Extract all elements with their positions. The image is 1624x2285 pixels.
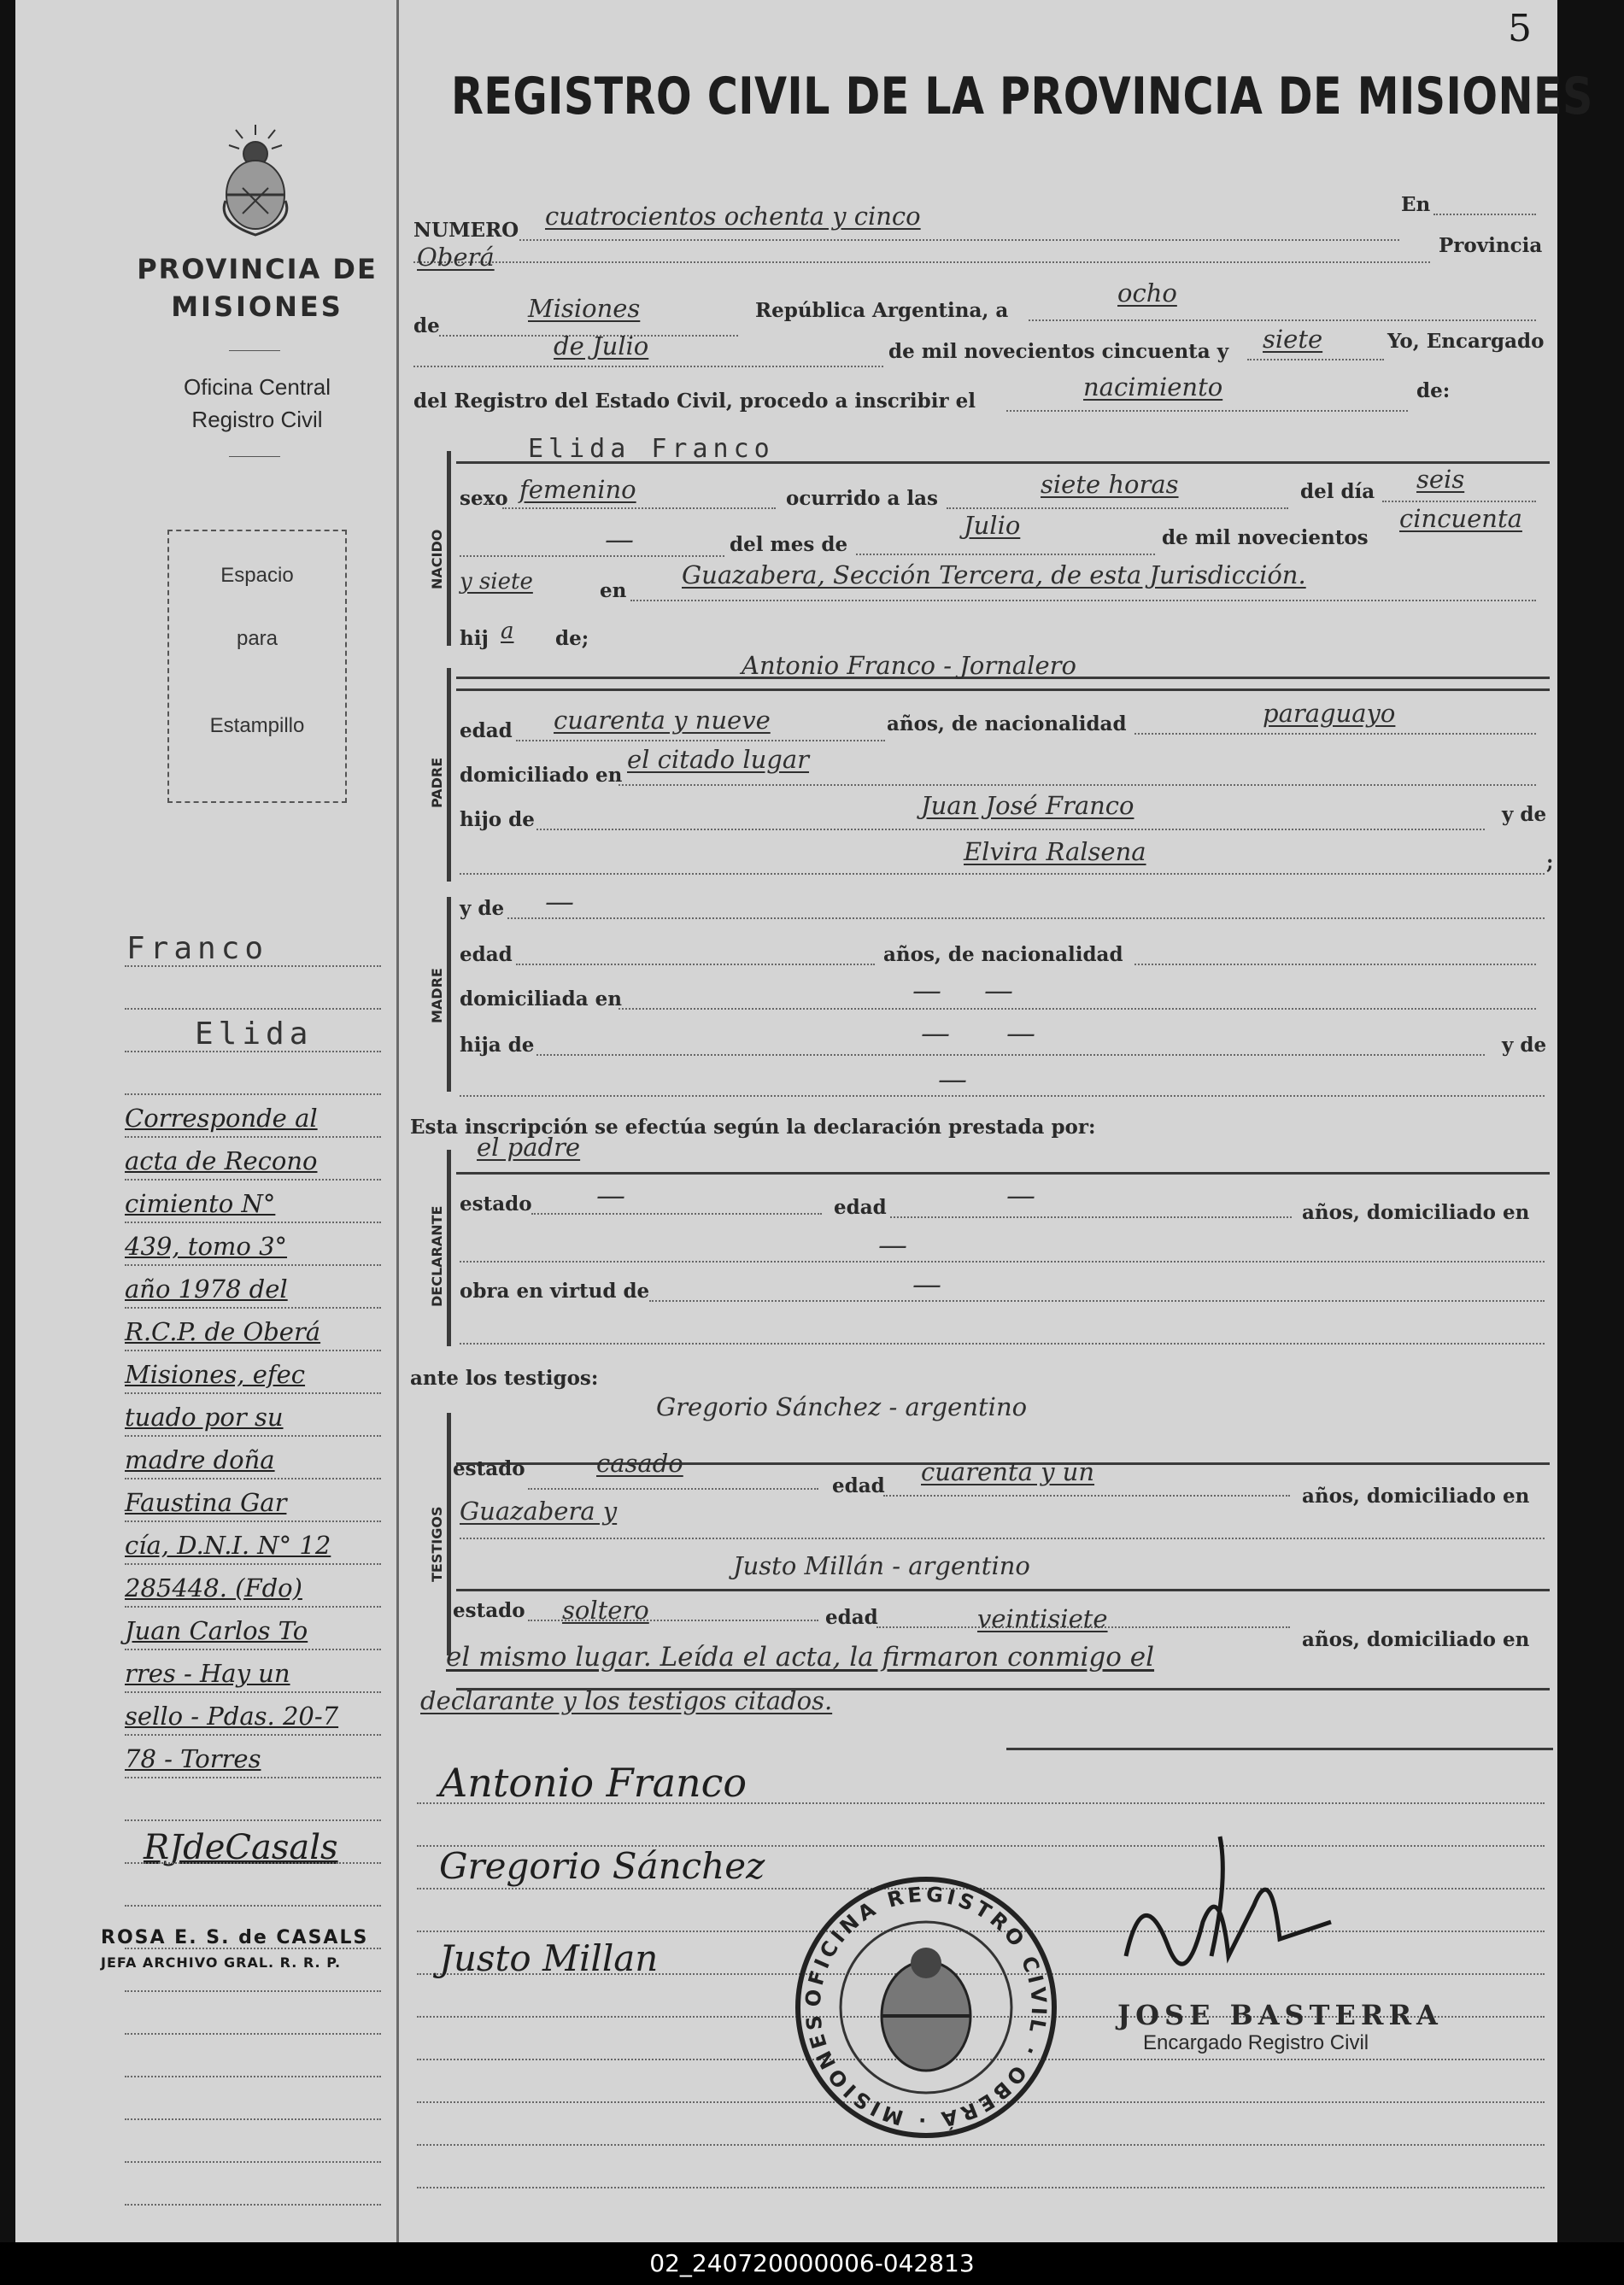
yde-label: y de — [1502, 803, 1547, 826]
line — [619, 784, 1536, 786]
office-label: Oficina Central — [184, 374, 331, 400]
column-divider — [396, 0, 399, 2242]
coat-of-arms-icon — [208, 120, 302, 239]
ruled-line — [125, 1392, 381, 1394]
republica-label: República Argentina, a — [755, 299, 1009, 322]
line — [460, 1538, 1545, 1539]
line — [630, 600, 1536, 601]
stamp-space-label: para — [236, 627, 278, 650]
ruled-line — [125, 1264, 381, 1266]
dash: — — [878, 1228, 907, 1263]
witness1-domicilio: Guazabera y — [460, 1497, 618, 1526]
ruled-line — [125, 1222, 381, 1223]
line — [883, 1495, 1290, 1497]
dash: — — [912, 974, 941, 1008]
semicolon: ; — [1546, 851, 1554, 874]
signature-declarante: Antonio Franco — [439, 1760, 748, 1806]
stamp-space-label: Estampillo — [209, 714, 305, 737]
section-label-padre: PADRE — [429, 757, 445, 808]
place-value: Oberá — [417, 243, 495, 272]
father-mother: Elvira Ralsena — [964, 837, 1146, 866]
section-label-declarante: DECLARANTE — [429, 1205, 445, 1307]
numero-line — [519, 239, 1399, 241]
marginal-note-line: rres - Hay un — [125, 1659, 290, 1688]
father-name: Antonio Franco - Jornalero — [742, 651, 1076, 680]
marginal-note-line: Misiones, efec — [125, 1360, 306, 1389]
line — [528, 1488, 818, 1490]
official-signature-icon — [1092, 1828, 1382, 1999]
line — [516, 964, 875, 965]
marginal-note-line: Faustina Gar — [125, 1488, 287, 1517]
edad-label: edad — [460, 719, 513, 742]
dash: — — [1006, 1179, 1035, 1213]
de2-label: de: — [1416, 379, 1451, 402]
mes-value: Julio — [964, 511, 1021, 540]
sexo-label: sexo — [460, 487, 508, 510]
hijo-label: hijo de — [460, 808, 535, 831]
ruled-line — [125, 1990, 381, 1992]
dash: — — [545, 885, 574, 919]
year-value: siete — [1263, 325, 1323, 354]
ruled-line — [125, 2033, 381, 2035]
ruled-line — [125, 1606, 381, 1608]
testigos-estado-label: estado — [453, 1599, 525, 1622]
signature-witness-1: Gregorio Sánchez — [439, 1845, 765, 1887]
en-label: En — [1401, 193, 1431, 216]
line — [507, 917, 1545, 919]
line — [460, 873, 1545, 875]
de-label: de — [413, 314, 440, 337]
nacionalidad-value: paraguayo — [1263, 699, 1396, 728]
ruled-line — [417, 2187, 1545, 2188]
testigos-domicilio-label: años, domiciliado en — [1302, 1628, 1530, 1651]
marginal-note-line: año 1978 del — [125, 1274, 288, 1304]
yo-label: Yo, Encargado — [1387, 330, 1545, 353]
testigos-intro: ante los testigos: — [410, 1367, 599, 1390]
line — [1029, 319, 1536, 321]
stamp-space-label: Espacio — [220, 564, 294, 587]
line — [1134, 964, 1536, 965]
dia-label: del día — [1300, 480, 1375, 503]
line — [460, 1343, 1545, 1345]
section-bar-padre — [447, 668, 451, 882]
document-page — [15, 0, 1593, 2242]
hija-suffix: a — [501, 618, 514, 644]
margin-given-name: Elida — [195, 1017, 314, 1052]
mes-label: del mes de — [730, 533, 848, 556]
ruled-line — [125, 1777, 381, 1778]
province-label: PROVINCIA DE — [137, 253, 378, 285]
act-value: nacimiento — [1083, 372, 1223, 401]
child-name: Elida Franco — [528, 434, 775, 464]
dash: — — [605, 523, 634, 557]
divider — [229, 456, 280, 457]
declarante-edad-label: edad — [834, 1196, 887, 1219]
dash: — — [984, 974, 1013, 1008]
declarante-value: el padre — [477, 1133, 581, 1162]
official-seal-icon — [789, 1871, 1063, 2144]
ruled-line — [125, 1819, 381, 1821]
ruled-line — [417, 2144, 1545, 2146]
rule — [456, 1172, 1550, 1175]
marginal-note-line: cía, D.N.I. N° 12 — [125, 1531, 331, 1560]
ruled-line — [125, 1862, 381, 1864]
official-title: Encargado Registro Civil — [1143, 2031, 1369, 2054]
section-label-testigos: TESTIGOS — [429, 1506, 445, 1582]
ruled-line — [125, 1905, 381, 1907]
section-bar-nacido — [447, 451, 451, 646]
marginal-note-line: Juan Carlos To — [125, 1616, 308, 1645]
numero-label: NUMERO — [413, 219, 519, 242]
closing-line-2: declarante y los testigos citados. — [420, 1686, 833, 1715]
closing-line-1: el mismo lugar. Leída el acta, la firmaron conmigo el — [446, 1642, 1155, 1673]
line — [1433, 214, 1536, 215]
madre-yde2-label: y de — [1502, 1034, 1547, 1057]
line — [531, 1213, 822, 1215]
seal-text: OFICINA REGISTRO CIVIL · OBERÁ · MISIONES — [800, 1882, 1052, 2133]
section-bar-declarante — [447, 1150, 451, 1346]
day-value: ocho — [1117, 278, 1177, 308]
marginal-note-line: R.C.P. de Oberá — [125, 1317, 321, 1346]
madre-domicilio-label: domiciliada en — [460, 987, 622, 1011]
hora-value: siete horas — [1041, 470, 1179, 499]
ruled-line — [125, 1478, 381, 1479]
marginal-stamp-2: JEFA ARCHIVO GRAL. R. R. P. — [101, 1954, 342, 1971]
ruled-line — [125, 1649, 381, 1650]
divider — [229, 350, 280, 351]
dash: — — [912, 1268, 941, 1302]
testigos-edad-label: edad — [825, 1606, 878, 1629]
anio-value: cincuenta — [1399, 504, 1522, 533]
marginal-note-line: 439, tomo 3° — [125, 1232, 288, 1261]
declarante-intro: Esta inscripción se efectúa según la declaración prestada por: — [410, 1116, 1096, 1139]
nacionalidad-label: años, de nacionalidad — [887, 712, 1127, 735]
witness2-name: Justo Millán - argentino — [733, 1551, 1030, 1580]
ruled-line — [125, 2204, 381, 2206]
ruled-line — [125, 1093, 381, 1095]
ruled-line — [125, 1691, 381, 1693]
mil-label: de mil novecientos — [1162, 526, 1369, 549]
marginal-note-line: tuado por su — [125, 1403, 284, 1432]
witness2-edad: veintisiete — [977, 1604, 1108, 1633]
rule — [456, 1589, 1550, 1591]
edad-value: cuarenta y nueve — [554, 706, 771, 735]
ocurrido-label: ocurrido a las — [786, 487, 938, 510]
dash: — — [1006, 1017, 1035, 1051]
ruled-line — [125, 1734, 381, 1736]
line — [1247, 359, 1384, 360]
month-value: de Julio — [554, 331, 649, 360]
line — [502, 507, 776, 509]
ruled-line — [125, 2076, 381, 2077]
declarante-domicilio-label: años, domiciliado en — [1302, 1201, 1530, 1224]
madre-edad-label: edad — [460, 943, 513, 966]
dash: — — [921, 1017, 950, 1051]
province-value: Misiones — [528, 294, 641, 323]
ruled-line — [125, 965, 381, 967]
obra-label: obra en virtud de — [460, 1280, 650, 1303]
signature-witness-2: Justo Millan — [439, 1937, 659, 1979]
provincia-label: Provincia — [1439, 234, 1543, 257]
line — [413, 366, 883, 367]
province-label-2: MISIONES — [171, 290, 343, 323]
line — [649, 1300, 1545, 1302]
marginal-note-line: 285448. (Fdo) — [125, 1573, 302, 1602]
line — [536, 829, 1485, 830]
dash: — — [596, 1179, 625, 1213]
section-bar-testigos — [447, 1413, 451, 1655]
dia-value: seis — [1416, 465, 1465, 494]
ruled-line — [125, 1051, 381, 1052]
hija-label: hij — [460, 627, 489, 650]
line — [460, 555, 724, 557]
image-caption: 02_240720000006-042813 — [0, 2242, 1624, 2285]
marginal-note-line: cimiento N° — [125, 1189, 276, 1218]
testigos-estado-label: estado — [453, 1457, 525, 1480]
testigos-domicilio-label: años, domiciliado en — [1302, 1485, 1530, 1508]
domicilio-value: el citado lugar — [627, 745, 810, 774]
ruled-line — [125, 1563, 381, 1565]
marginal-note-line: Corresponde al — [125, 1104, 318, 1133]
page-number: 5 — [1508, 7, 1532, 50]
madre-nacionalidad-label: años, de nacionalidad — [883, 943, 1123, 966]
domicilio-label: domiciliado en — [460, 764, 623, 787]
madre-hija-label: hija de — [460, 1034, 535, 1057]
sexo-value: femenino — [519, 475, 636, 504]
dash: — — [938, 1063, 967, 1097]
rule — [456, 461, 1550, 464]
line — [856, 554, 1155, 555]
madre-yde-label: y de — [460, 897, 505, 920]
line — [460, 1095, 1545, 1097]
testigos-edad-label: edad — [832, 1474, 885, 1497]
line — [536, 1054, 1485, 1056]
margin-surname: Franco — [126, 931, 269, 966]
page-title: REGISTRO CIVIL DE LA PROVINCIA DE MISIONES — [451, 67, 1593, 126]
line — [1382, 501, 1536, 502]
ruled-line — [125, 1179, 381, 1181]
line — [516, 740, 885, 741]
marginal-signature: RJdeCasals — [144, 1828, 338, 1867]
line — [1006, 410, 1408, 412]
ruled-line — [125, 1350, 381, 1351]
ruled-line — [125, 2118, 381, 2120]
ruled-line — [125, 1435, 381, 1437]
section-bar-madre — [447, 897, 451, 1092]
ruled-line — [125, 1136, 381, 1138]
lugar-value: Guazabera, Sección Tercera, de esta Jurisdicción. — [682, 560, 1306, 589]
year-label: de mil novecientos cincuenta y — [888, 340, 1229, 363]
ruled-line — [125, 1520, 381, 1522]
registro-label: del Registro del Estado Civil, procedo a inscribir el — [413, 390, 976, 413]
de-label: de; — [555, 627, 589, 650]
witness1-edad: cuarenta y un — [921, 1457, 1095, 1486]
line — [890, 1216, 1292, 1218]
anio-value-2: y siete — [460, 569, 533, 595]
section-label-madre: MADRE — [429, 968, 445, 1023]
stamp-space-box — [167, 530, 347, 803]
official-name: JOSE BASTERRA — [1117, 1999, 1443, 2031]
line — [413, 261, 1430, 263]
en-label: en — [600, 579, 627, 602]
section-label-nacido: NACIDO — [429, 529, 445, 589]
marginal-note-line: 78 - Torres — [125, 1744, 261, 1773]
ruled-line — [125, 1948, 381, 1949]
line — [619, 1008, 1536, 1010]
office-label-2: Registro Civil — [191, 407, 323, 432]
witness2-estado: soltero — [562, 1596, 649, 1625]
ruled-line — [125, 2161, 381, 2163]
ruled-line — [125, 1008, 381, 1010]
rule — [1006, 1748, 1553, 1750]
witness1-estado: casado — [596, 1449, 683, 1478]
witness1-name: Gregorio Sánchez - argentino — [656, 1392, 1028, 1421]
line — [460, 1261, 1545, 1263]
line — [1134, 733, 1536, 735]
numero-value: cuatrocientos ochenta y cinco — [545, 202, 921, 231]
marginal-note-line: sello - Pdas. 20-7 — [125, 1702, 339, 1731]
marginal-stamp: ROSA E. S. de CASALS — [101, 1927, 369, 1948]
ruled-line — [125, 1307, 381, 1309]
rule — [456, 688, 1550, 691]
declarante-estado-label: estado — [460, 1192, 532, 1216]
line — [947, 507, 1288, 509]
marginal-note-line: acta de Recono — [125, 1146, 318, 1175]
marginal-note-line: madre doña — [125, 1445, 275, 1474]
father-father: Juan José Franco — [921, 791, 1134, 820]
